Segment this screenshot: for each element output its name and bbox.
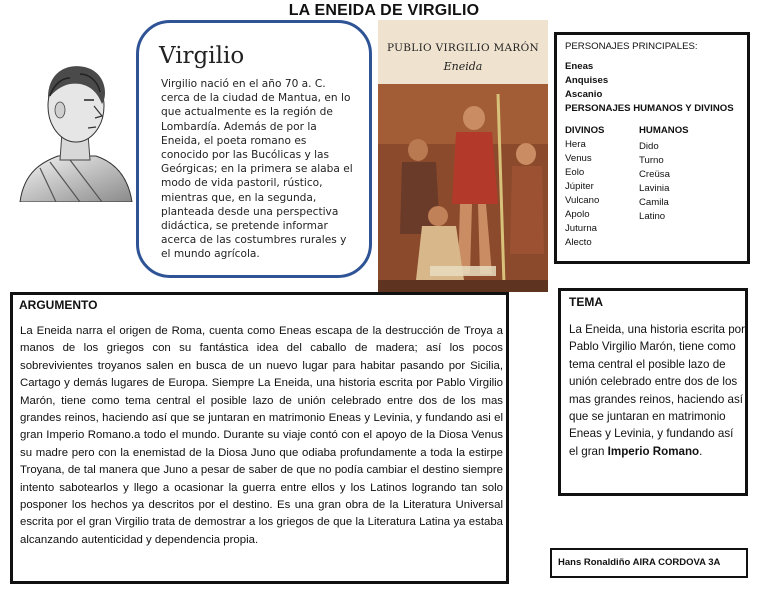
- characters-heading: PERSONAJES PRINCIPALES:: [565, 41, 698, 52]
- human-character: Latino: [639, 211, 666, 222]
- page-title: LA ENEIDA DE VIRGILIO: [288, 2, 480, 19]
- divine-character: Alecto: [565, 237, 592, 248]
- book-cover-publisher-label: [430, 266, 496, 276]
- argument-text: La Eneida narra el origen de Roma, cuenta como Eneas escapa de la destrucción de Troya a manos de los griegos con su fantástica idea del caballo de madera; así los pocos sobrevivientes troyanos salen en busca de un nuevo lugar para habitar pasando por Sicilia, Cartago y demás lugares de Europa. Siempre La Eneida, una historia escrita por Pablo Virgilio Marón, tiene como tema central el posible lazo de unión celebrado entre dos de los mas grandes reinos, haciendo así que se juntaran en matrimonio Eneas y Levinia, y fundando asi el gran Imperio Romano.a todo el mundo. Durante su viaje contó con el apoyo de la Diosa Venus su madre pero con la enemistad de la Diosa Juno que odiaba profundamente a toda la estirpe Troyana, de tal manera que Juno a pesar de saber de que no podía cambiar el destino siempre intento sabotearlos y llego a ocasionar la guerra entre ellos y los Latinos logrando tan solo posponer los hechos ya descritos por el destino. Es una gran obra de la Literatura Universal escrita por el gran Virgilio trata de demostrar a los griegos de que la Literatura Latina ya estaba alcanzando autenticidad y dependencia propia.: [20, 325, 503, 546]
- human-character: Lavinia: [639, 183, 670, 194]
- theme-text-main: La Eneida, una historia escrita por Pablo Virgilio Marón, tiene como tema central el posible lazo de unión celebrado entre dos de los mas grandes reinos, haciendo así que se juntaran en matrimonio Eneas y Levinia, y fundando así el gran: [569, 323, 745, 458]
- theme-text-emphasis: Imperio Romano: [607, 444, 700, 458]
- biography-name: Virgilio: [159, 43, 245, 69]
- human-character: Creüsa: [639, 169, 670, 180]
- book-cover-header: [378, 20, 548, 84]
- human-character: Turno: [639, 155, 664, 166]
- author-credit-box: [550, 548, 748, 578]
- characters-box: [554, 32, 750, 264]
- human-heading: HUMANOS: [639, 125, 689, 136]
- characters-subheading: PERSONAJES HUMANOS Y DIVINOS: [565, 103, 734, 114]
- virgil-portrait-image: [10, 44, 136, 202]
- human-character: Dido: [639, 141, 659, 152]
- book-cover-image: [378, 20, 548, 292]
- theme-text: [569, 321, 745, 460]
- book-cover-author: PUBLIO VIRGILIO MARÓN: [386, 42, 540, 54]
- main-character: Anquises: [565, 75, 609, 86]
- biography-box: [136, 20, 372, 278]
- divine-heading: DIVINOS: [565, 125, 605, 136]
- theme-heading: TEMA: [569, 295, 603, 309]
- theme-text-end: .: [699, 444, 703, 458]
- divine-character: Hera: [565, 139, 586, 150]
- biography-text: Virgilio nació en el año 70 a. C. cerca de la ciudad de Mantua, en lo que actualmente es la región de Lombardía. Además de por la Eneida, el poeta romano es conocido por las Bucólicas y las Geórgicas; en la primera se alaba el modo de vida pastoril, rústico, mientras que, en la segunda, planteada desde una perspectiva didáctica, se pretende informar acerca de las costumbres rurales y el mundo agrícola.: [161, 78, 353, 261]
- main-character: Ascanio: [565, 89, 603, 100]
- argument-box: [10, 292, 509, 584]
- divine-character: Eolo: [565, 167, 585, 178]
- divine-character: Apolo: [565, 209, 590, 220]
- author-credit: Hans Ronaldiño AIRA CORDOVA 3A: [558, 557, 721, 568]
- fresco-illustration: [378, 84, 548, 292]
- divine-character: Juturna: [565, 223, 597, 234]
- divine-character: Venus: [565, 153, 592, 164]
- theme-box: [558, 288, 748, 496]
- book-cover-title: Eneida: [443, 60, 483, 73]
- divine-character: Júpiter: [565, 181, 594, 192]
- human-character: Camila: [639, 197, 669, 208]
- main-character: Eneas: [565, 61, 594, 72]
- divine-character: Vulcano: [565, 195, 600, 206]
- argument-heading: ARGUMENTO: [19, 298, 98, 312]
